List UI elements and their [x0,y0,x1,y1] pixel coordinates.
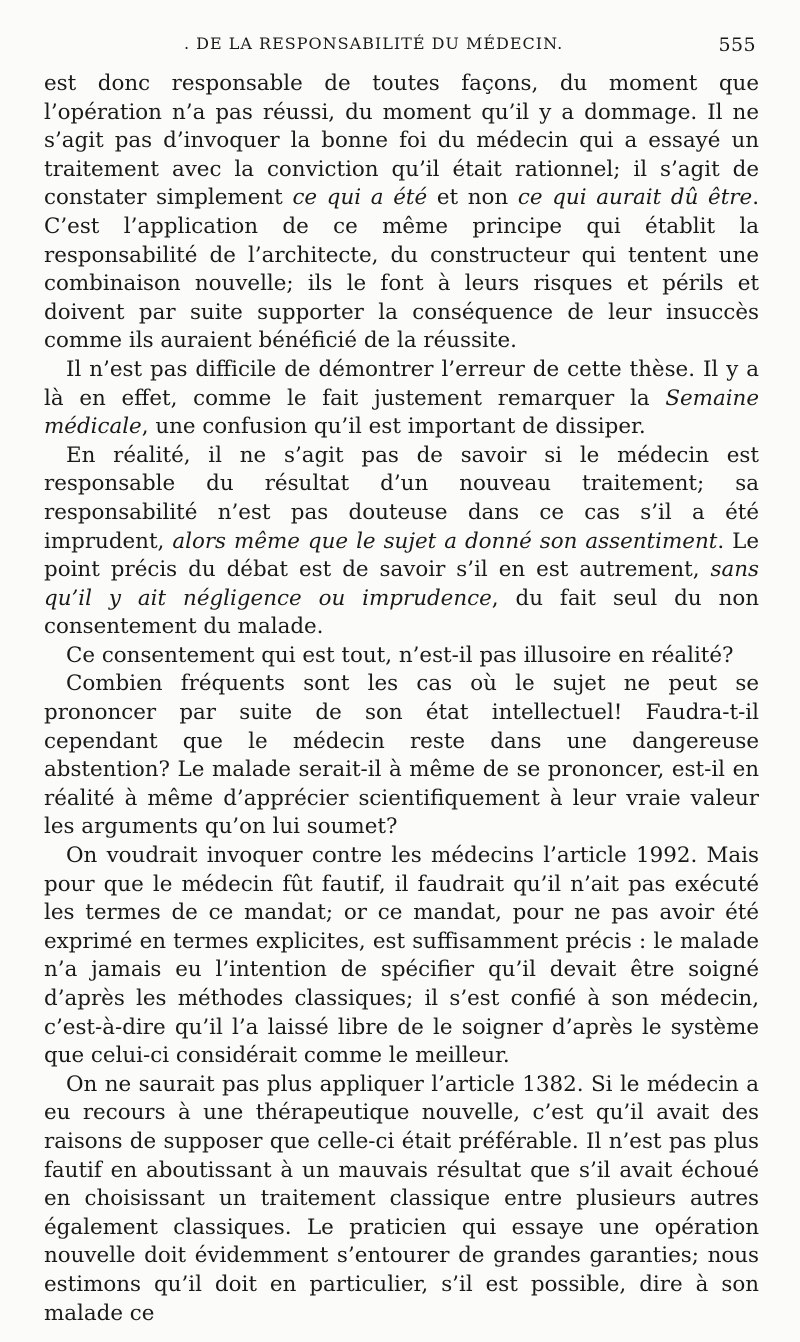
text-run: est donc responsable de toutes façons, du moment que l’opération n’a pas réussi, du moment qu’il y a dommage. Il ne s’agit pas d’invoquer la bonne foi du médecin qui a essayé un traitement avec la conviction qu’il était rationnel; il s’agit de constater simplement [44,71,759,211]
text-run: Il n’est pas difficile de démontrer l’erreur de cette thèse. Il y a là en effet, comme le fait justement remarquer la [44,356,759,411]
italic-text: Semaine médicale [44,385,759,440]
text-run: , une confusion qu’il est important de dissiper. [141,414,646,440]
italic-text: sans qu’il y ait négligence ou imprudence [44,557,759,611]
paragraph [44,670,759,842]
paragraph [44,356,759,442]
text-run: et non [427,185,518,211]
text-run: On voudrait invoquer contre les médecins l’article 1992. Mais pour que le médecin fût fautif, il faudrait qu’il n’ait pas exécuté les termes de ce mandat; or ce mandat, pour ne pas avoir été exprimé en termes explicites, est suffisamment précis : le malade n’a jamais eu l’intention de spécifier qu’il devait être soigné d’après les méthodes classiques; il s’est confié à son médecin, c’est-à-dire qu’il l’a laissé libre de le soigner d’après le système que celui-ci considérait comme le meilleur. [44,843,759,1069]
text-run: Ce consentement qui est tout, n’est-il pas illusoire en réalité? [66,642,734,668]
page-number: 555 [718,34,756,56]
text-run: . C’est l’application de ce même principe qui établit la responsabilité de l’architecte, du constructeur qui tentent une combinaison nouvelle; ils le font à leurs risques et périls et doivent par suite supporter la conséquence de leur insuccès comme ils auraient bénéficié de la réussite. [44,185,759,354]
text-run: , du fait seul du non consentement du malade. [44,585,760,640]
paragraph [44,442,759,642]
italic-text: alors même que le sujet a donné son assentiment [172,528,718,554]
text-run: Combien fréquents sont les cas où le sujet ne peut se prononcer par suite de son état intellectuel! Faudra-t-il cependant que le médecin reste dans une dangereuse abstention? Le malade serait-il à même de se prononcer, est-il en réalité à même d’apprécier scientifiquement à leur vraie valeur les arguments qu’on lui soumet? [44,671,759,840]
italic-text: ce qui aurait dû être [517,185,753,211]
body-text [44,70,759,1328]
paragraph [44,70,759,356]
page-header [44,34,756,62]
running-head: . DE LA RESPONSABILITÉ DU MÉDECIN. [184,34,564,53]
paragraph [44,1071,759,1328]
text-run: On ne saurait pas plus appliquer l’article 1382. Si le médecin a eu recours à une thérapeutique nouvelle, c’est qu’il avait des raisons de supposer que celle-ci était préférable. Il n’est pas plus fautif en aboutissant à un mauvais résultat que s’il avait échoué en choisissant un traitement classique entre plusieurs autres également classiques. Le praticien qui essaye une opération nouvelle doit évidemment s’entourer de grandes garanties; nous estimons qu’il doit en particulier, s’il est possible, dire à son malade ce [44,1071,759,1326]
italic-text: ce qui a été [292,185,428,211]
text-run: En réalité, il ne s’agit pas de savoir si le médecin est responsable du résultat d’un nouveau traitement; sa responsabilité n’est pas douteuse dans ce cas s’il a été imprudent, [44,442,759,554]
paragraph [44,842,759,1071]
text-run: . Le point précis du débat est de savoir s’il en est autrement, [44,528,759,583]
paragraph [44,642,759,671]
